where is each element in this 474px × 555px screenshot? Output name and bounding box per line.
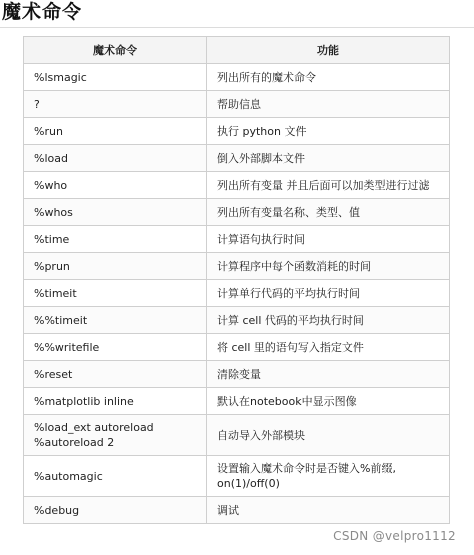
command-cell [24, 226, 207, 253]
description-text: 列出所有变量名称、类型、值 [217, 205, 360, 219]
table-row [24, 388, 450, 415]
description-text: 计算单行代码的平均执行时间 [217, 286, 360, 300]
description-cell [207, 64, 450, 91]
title-divider [0, 27, 474, 28]
page-title: 魔术命令 [2, 1, 83, 23]
description-text: 列出所有变量 并且后面可以加类型进行过滤 [217, 178, 430, 192]
table-header-row [24, 37, 450, 64]
command-cell [24, 334, 207, 361]
description-text: 自动导入外部模块 [217, 428, 305, 442]
table-row [24, 334, 450, 361]
description-text: on(1)/off(0) [217, 477, 280, 490]
command-text: %debug [34, 503, 80, 517]
description-text: 清除变量 [217, 367, 261, 381]
description-cell [207, 199, 450, 226]
command-text: %%timeit [34, 313, 88, 327]
description-cell [207, 253, 450, 280]
description-text: 调试 [217, 503, 239, 517]
description-cell [207, 388, 450, 415]
command-text: %autoreload 2 [34, 436, 115, 449]
command-cell [24, 145, 207, 172]
description-text: 计算语句执行时间 [217, 232, 305, 246]
command-text: %who [34, 178, 68, 192]
command-text: %lsmagic [34, 70, 87, 84]
command-cell [24, 91, 207, 118]
header-function: 功能 [207, 37, 450, 64]
description-text: 帮助信息 [217, 97, 261, 111]
description-text: 计算 cell 代码的平均执行时间 [217, 313, 364, 327]
description-cell [207, 456, 450, 497]
description-cell [207, 334, 450, 361]
table-row [24, 64, 450, 91]
table-row [24, 415, 450, 456]
description-text: 执行 python 文件 [217, 124, 307, 138]
command-text: %prun [34, 259, 70, 273]
command-cell [24, 307, 207, 334]
description-cell [207, 145, 450, 172]
table-row [24, 172, 450, 199]
table-row [24, 118, 450, 145]
command-text: %automagic [34, 469, 103, 483]
table-row [24, 199, 450, 226]
table-body [24, 64, 450, 524]
description-cell [207, 172, 450, 199]
description-text: 设置输入魔术命令时是否键入%前缀, [217, 462, 396, 475]
command-text: %%writefile [34, 340, 100, 354]
description-text: 列出所有的魔术命令 [217, 70, 316, 84]
description-cell [207, 226, 450, 253]
command-text: %run [34, 124, 63, 138]
description-cell [207, 497, 450, 524]
description-cell [207, 415, 450, 456]
table-row [24, 253, 450, 280]
command-cell [24, 118, 207, 145]
table-row [24, 307, 450, 334]
table-row [24, 226, 450, 253]
description-cell [207, 307, 450, 334]
description-cell [207, 361, 450, 388]
command-text: %matplotlib inline [34, 394, 134, 408]
command-text: %time [34, 232, 70, 246]
table-row [24, 361, 450, 388]
command-cell [24, 497, 207, 524]
header-command: 魔术命令 [24, 37, 207, 64]
command-cell [24, 172, 207, 199]
table-row [24, 145, 450, 172]
command-text: %reset [34, 367, 73, 381]
command-cell [24, 361, 207, 388]
command-cell [24, 388, 207, 415]
description-cell [207, 91, 450, 118]
command-cell [24, 456, 207, 497]
description-cell [207, 118, 450, 145]
command-cell [24, 415, 207, 456]
table-row [24, 497, 450, 524]
command-text: %whos [34, 205, 73, 219]
magic-commands-table [23, 36, 450, 524]
command-cell [24, 280, 207, 307]
command-cell [24, 64, 207, 91]
description-cell [207, 280, 450, 307]
description-text: 倒入外部脚本文件 [217, 151, 305, 165]
command-text: %load_ext autoreload [34, 421, 154, 434]
table-row [24, 280, 450, 307]
description-text: 默认在notebook中显示图像 [217, 394, 357, 408]
command-text: %load [34, 151, 68, 165]
watermark: CSDN @velpro1112 [333, 529, 456, 543]
description-text: 计算程序中每个函数消耗的时间 [217, 259, 371, 273]
table-row [24, 91, 450, 118]
command-text: %timeit [34, 286, 77, 300]
table-row [24, 456, 450, 497]
command-text: ? [34, 97, 40, 111]
command-cell [24, 253, 207, 280]
description-text: 将 cell 里的语句写入指定文件 [217, 340, 364, 354]
command-cell [24, 199, 207, 226]
